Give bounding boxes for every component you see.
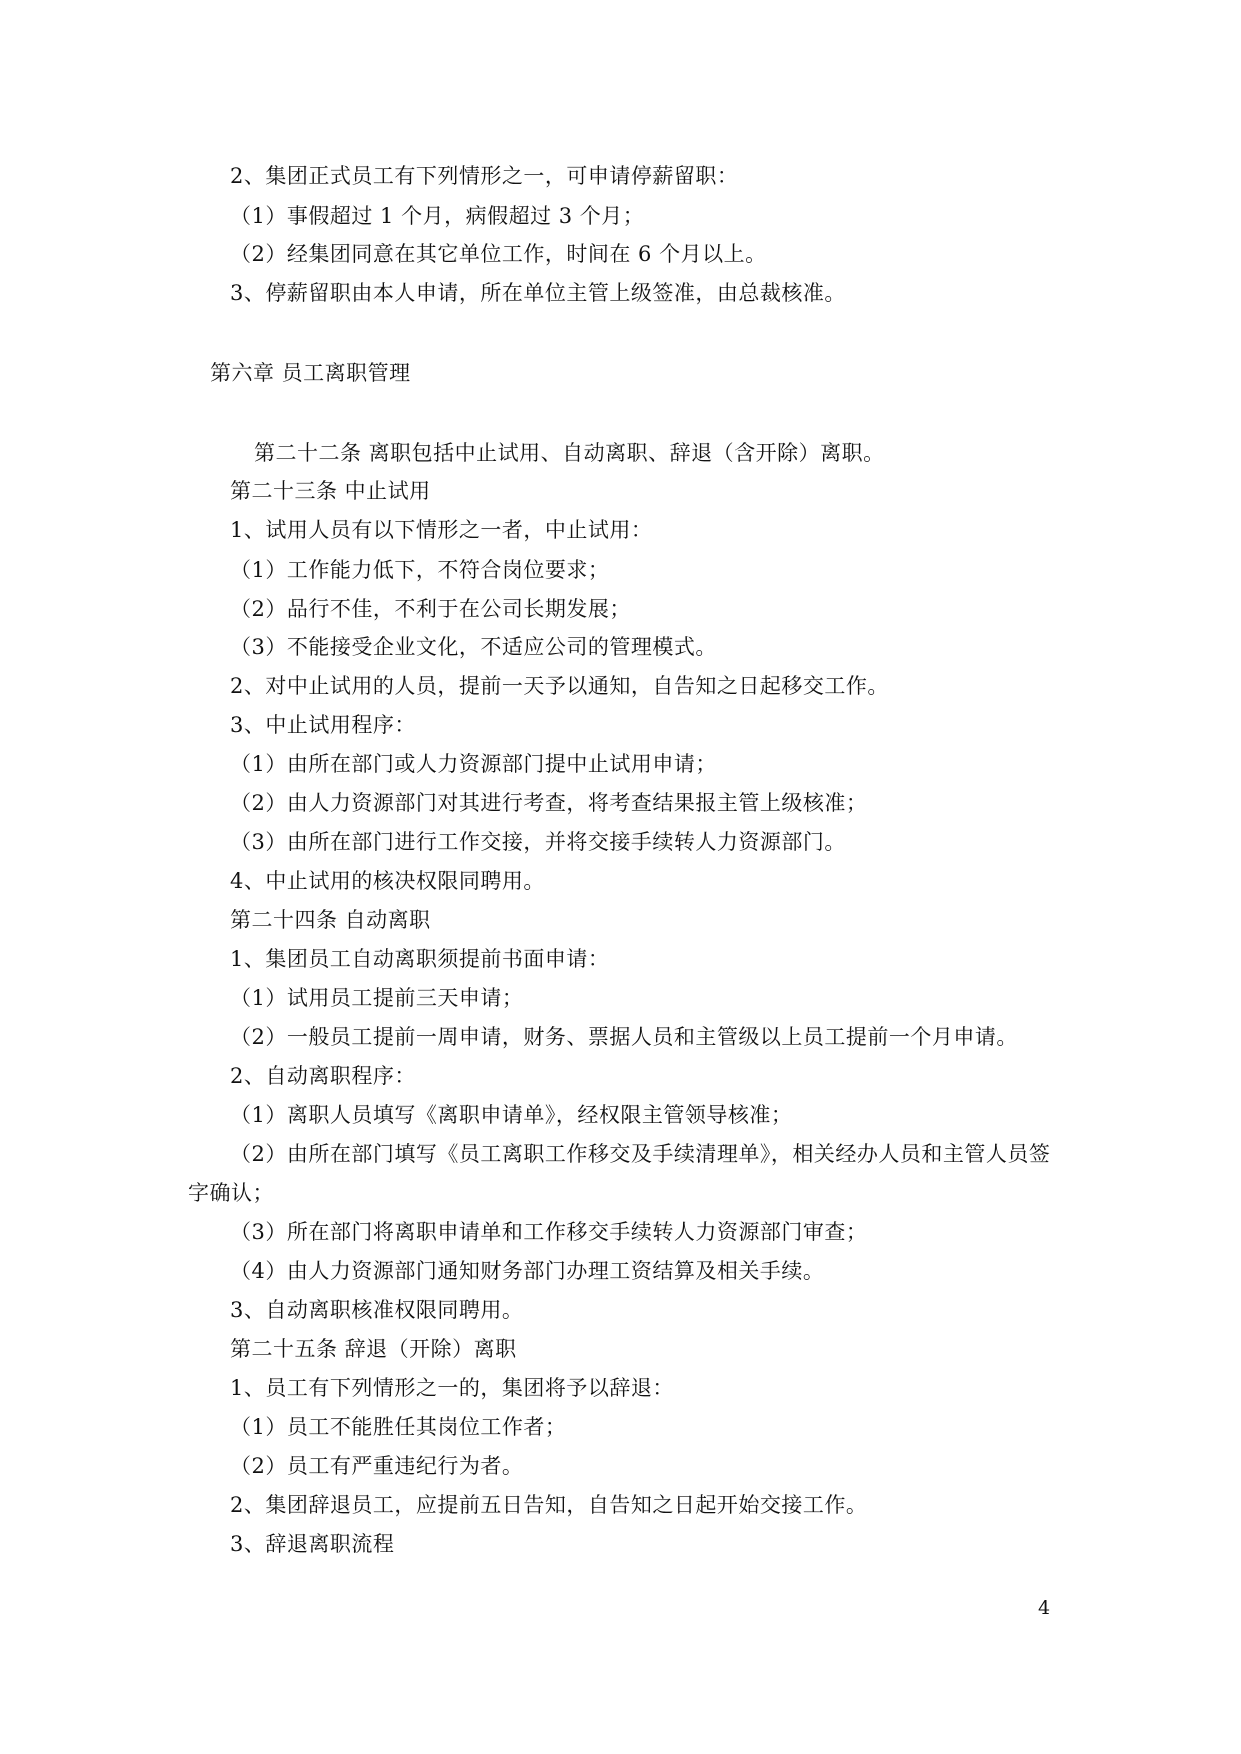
article-heading: 第二十三条 中止试用 [230,479,431,503]
text-line: 2、自动离职程序： [230,1064,416,1088]
text-line: 3、自动离职核准权限同聘用。 [230,1298,524,1322]
text-line: （1）试用员工提前三天申请； [230,986,524,1010]
text-line: （1）员工不能胜任其岗位工作者； [230,1415,567,1439]
text-line: 3、辞退离职流程 [230,1532,395,1556]
text-line: 3、中止试用程序： [230,713,416,737]
text-line: （2）员工有严重违纪行为者。 [230,1454,524,1478]
chapter-heading: 第六章 员工离职管理 [210,361,411,385]
text-line: 4、中止试用的核决权限同聘用。 [230,869,545,893]
text-line: 2、集团正式员工有下列情形之一，可申请停薪留职： [230,164,739,188]
text-line: （3）由所在部门进行工作交接，并将交接手续转人力资源部门。 [230,830,846,854]
text-line: 1、试用人员有以下情形之一者，中止试用： [230,518,653,542]
text-line: （2）一般员工提前一周申请，财务、票据人员和主管级以上员工提前一个月申请。 [230,1025,1018,1049]
text-line: （1）离职人员填写《离职申请单》，经权限主管领导核准； [230,1103,793,1127]
text-line: （2）由人力资源部门对其进行考查，将考查结果报主管上级核准； [230,791,868,815]
text-line: （2）由所在部门填写《员工离职工作移交及手续清理单》，相关经办人员和主管人员签 [230,1142,1051,1166]
text-line: 2、集团辞退员工，应提前五日告知，自告知之日起开始交接工作。 [230,1493,868,1517]
text-line: （3）所在部门将离职申请单和工作移交手续转人力资源部门审查； [230,1220,868,1244]
page-number: 4 [1038,1597,1051,1619]
text-line: （2）品行不佳，不利于在公司长期发展； [230,597,631,621]
text-line: （1）工作能力低下，不符合岗位要求； [230,558,610,582]
article-heading: 第二十四条 自动离职 [230,908,431,932]
text-line: 1、员工有下列情形之一的，集团将予以辞退： [230,1376,674,1400]
text-line: （4）由人力资源部门通知财务部门办理工资结算及相关手续。 [230,1259,825,1283]
text-line: 1、集团员工自动离职须提前书面申请： [230,947,610,971]
article-heading: 第二十二条 离职包括中止试用、自动离职、辞退（含开除）离职。 [254,441,885,465]
text-line: （1）事假超过 1 个月，病假超过 3 个月； [230,204,645,228]
text-line: （2）经集团同意在其它单位工作，时间在 6 个月以上。 [230,242,767,266]
text-line: （3）不能接受企业文化，不适应公司的管理模式。 [230,635,717,659]
text-line: 2、对中止试用的人员，提前一天予以通知，自告知之日起移交工作。 [230,674,889,698]
text-line: 字确认； [188,1181,274,1205]
article-heading: 第二十五条 辞退（开除）离职 [230,1337,517,1361]
text-line: 3、停薪留职由本人申请，所在单位主管上级签准，由总裁核准。 [230,281,846,305]
text-line: （1）由所在部门或人力资源部门提中止试用申请； [230,752,717,776]
